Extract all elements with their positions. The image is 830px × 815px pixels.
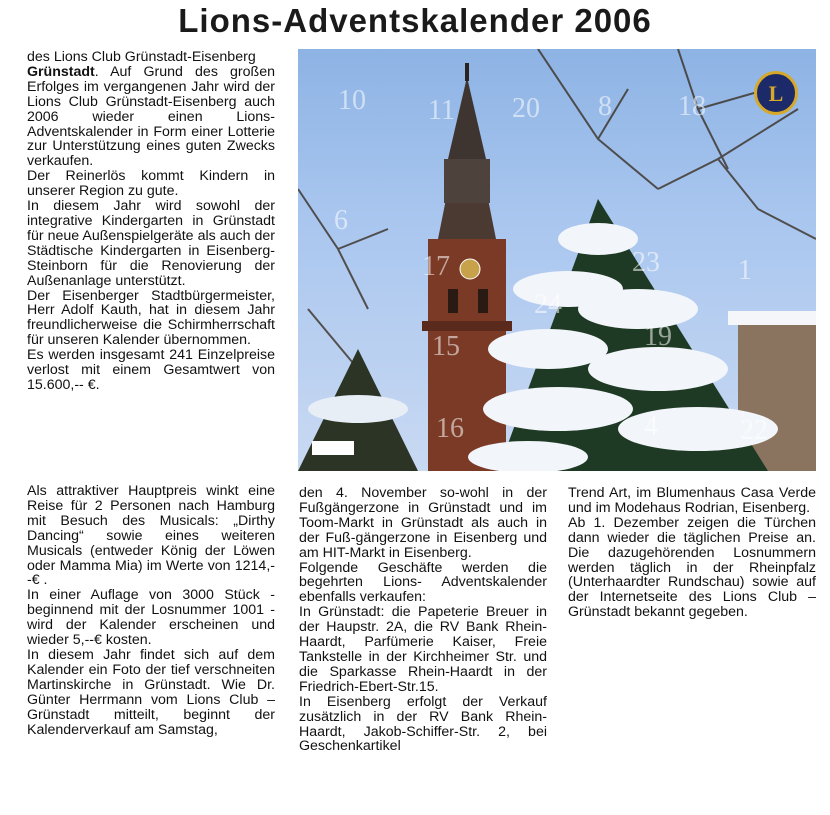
- paragraph: Folgende Geschäfte werden die begehrten Lions- Adventskalender ebenfalls verkaufen:: [299, 559, 547, 606]
- door-number: 19: [644, 321, 672, 352]
- paragraph: In einer Auflage von 3000 Stück - beginnend mit der Losnummer 1001 - wird der Kalender erscheinen und wieder 5,--€ kosten.: [27, 587, 275, 649]
- door-number: 16: [436, 413, 464, 444]
- article-column-1: [27, 50, 275, 393]
- door-number: 17: [422, 251, 450, 282]
- article-column-3: [568, 486, 816, 620]
- door-number: 4: [644, 411, 658, 442]
- door-number: 15: [432, 331, 460, 362]
- paragraph: In Eisenberg erfolgt der Verkauf zusätzlich in der RV Bank Rhein-Haardt, Jakob-Schiffer-Str. 2, bei Geschenkartikel: [299, 693, 547, 755]
- intro-lead: des Lions Club Grünstadt-Eisenberg: [27, 49, 256, 65]
- calendar-photo: [298, 49, 816, 471]
- paragraph: Der Reinerlös kommt Kindern in unserer Region zu gute.: [27, 168, 275, 200]
- paragraph: Ab 1. Dezember zeigen die Türchen dann wieder die täglichen Preise an. Die dazugehörenden Losnummern werden täglich in der Rheinpfalz (Unterhaardter Rundschau) sowie auf der Internetseite des Lions Club –Grünstadt bekannt gegeben.: [568, 514, 816, 621]
- door-number: 8: [598, 91, 612, 122]
- paragraph: Trend Art, im Blumenhaus Casa Verde und im Modehaus Rodrian, Eisenberg.: [568, 485, 816, 516]
- lions-logo: [754, 71, 798, 115]
- intro-bold: Grünstadt: [27, 63, 95, 80]
- article-column-2: [299, 486, 547, 754]
- door-number: 23: [632, 247, 660, 278]
- paragraph: den 4. November so-wohl in der Fußgängerzone in Grünstadt und im Toom-Markt in Grünstadt als auch in der Fuß-gängerzone in Eisenberg und am HIT-Markt in Eisenberg.: [299, 485, 547, 561]
- paragraph: In diesem Jahr findet sich auf dem Kalender ein Foto der tief verschneiten Martinskirche in Grünstadt. Wie Dr. Günter Herrmann vom Lions Club – Grünstadt mitteilt, beginnt der Kalenderverkauf am Samstag,: [27, 646, 275, 738]
- door-number: 6: [334, 205, 348, 236]
- paragraph: In Grünstadt: die Papeterie Breuer in der Haupstr. 2A, die RV Bank Rhein-Haardt, Parfümerie Kaiser, Freie Tankstelle in der Kirchheimer Str. und die Sparkasse Rhein-Haardt in der Friedrich-Ebert-Str.15.: [299, 604, 547, 695]
- door-number: 20: [512, 93, 540, 124]
- page-title: Lions-Adventskalender 2006: [178, 2, 652, 39]
- paragraph: Als attraktiver Hauptpreis winkt eine Reise für 2 Personen nach Hamburg mit Besuch des Musicals: „Dirthy Dancing“ sowie eines weiteren Musicals (entweder König der Löwen oder Mamma Mia) im Werte von 1214,--€ .: [27, 483, 275, 589]
- paragraph-text: . Auf Grund des großen Erfolges im vergangenen Jahr wird der Lions Club Grünstadt-Eisenberg auch 2006 wieder einen Lions-Adventskalender in Form einer Lotterie zur Unterstützung eines guten Zwecks verkaufen.: [27, 63, 275, 170]
- paragraph: Der Eisenberger Stadtbürgermeister, Herr Adolf Kauth, hat in diesem Jahr freundlicherweise die Schirmherrschaft für unseren Kalender übernommen.: [27, 287, 275, 349]
- door-number: 22: [740, 415, 768, 446]
- paragraph: Es werden insgesamt 241 Einzelpreise verlost mit einem Gesamtwert von 15.600,-- €.: [27, 347, 275, 393]
- paragraph: [27, 65, 275, 169]
- door-number: 24: [534, 289, 562, 320]
- photo-white-mark: [312, 441, 354, 455]
- door-number: 10: [338, 85, 366, 116]
- door-number: 11: [428, 95, 455, 126]
- article-column-1-lower: [27, 484, 275, 737]
- door-number: 18: [678, 91, 706, 122]
- lions-logo-letter: L: [768, 81, 784, 106]
- door-number: 1: [738, 255, 752, 286]
- paragraph: In diesem Jahr wird sowohl der integrative Kindergarten in Grünstadt für neue Außenspielgeräte als auch der Städtische Kindergarten in Eisenberg-Steinborn für die Renovierung der Außenanlage unterstützt.: [27, 198, 275, 289]
